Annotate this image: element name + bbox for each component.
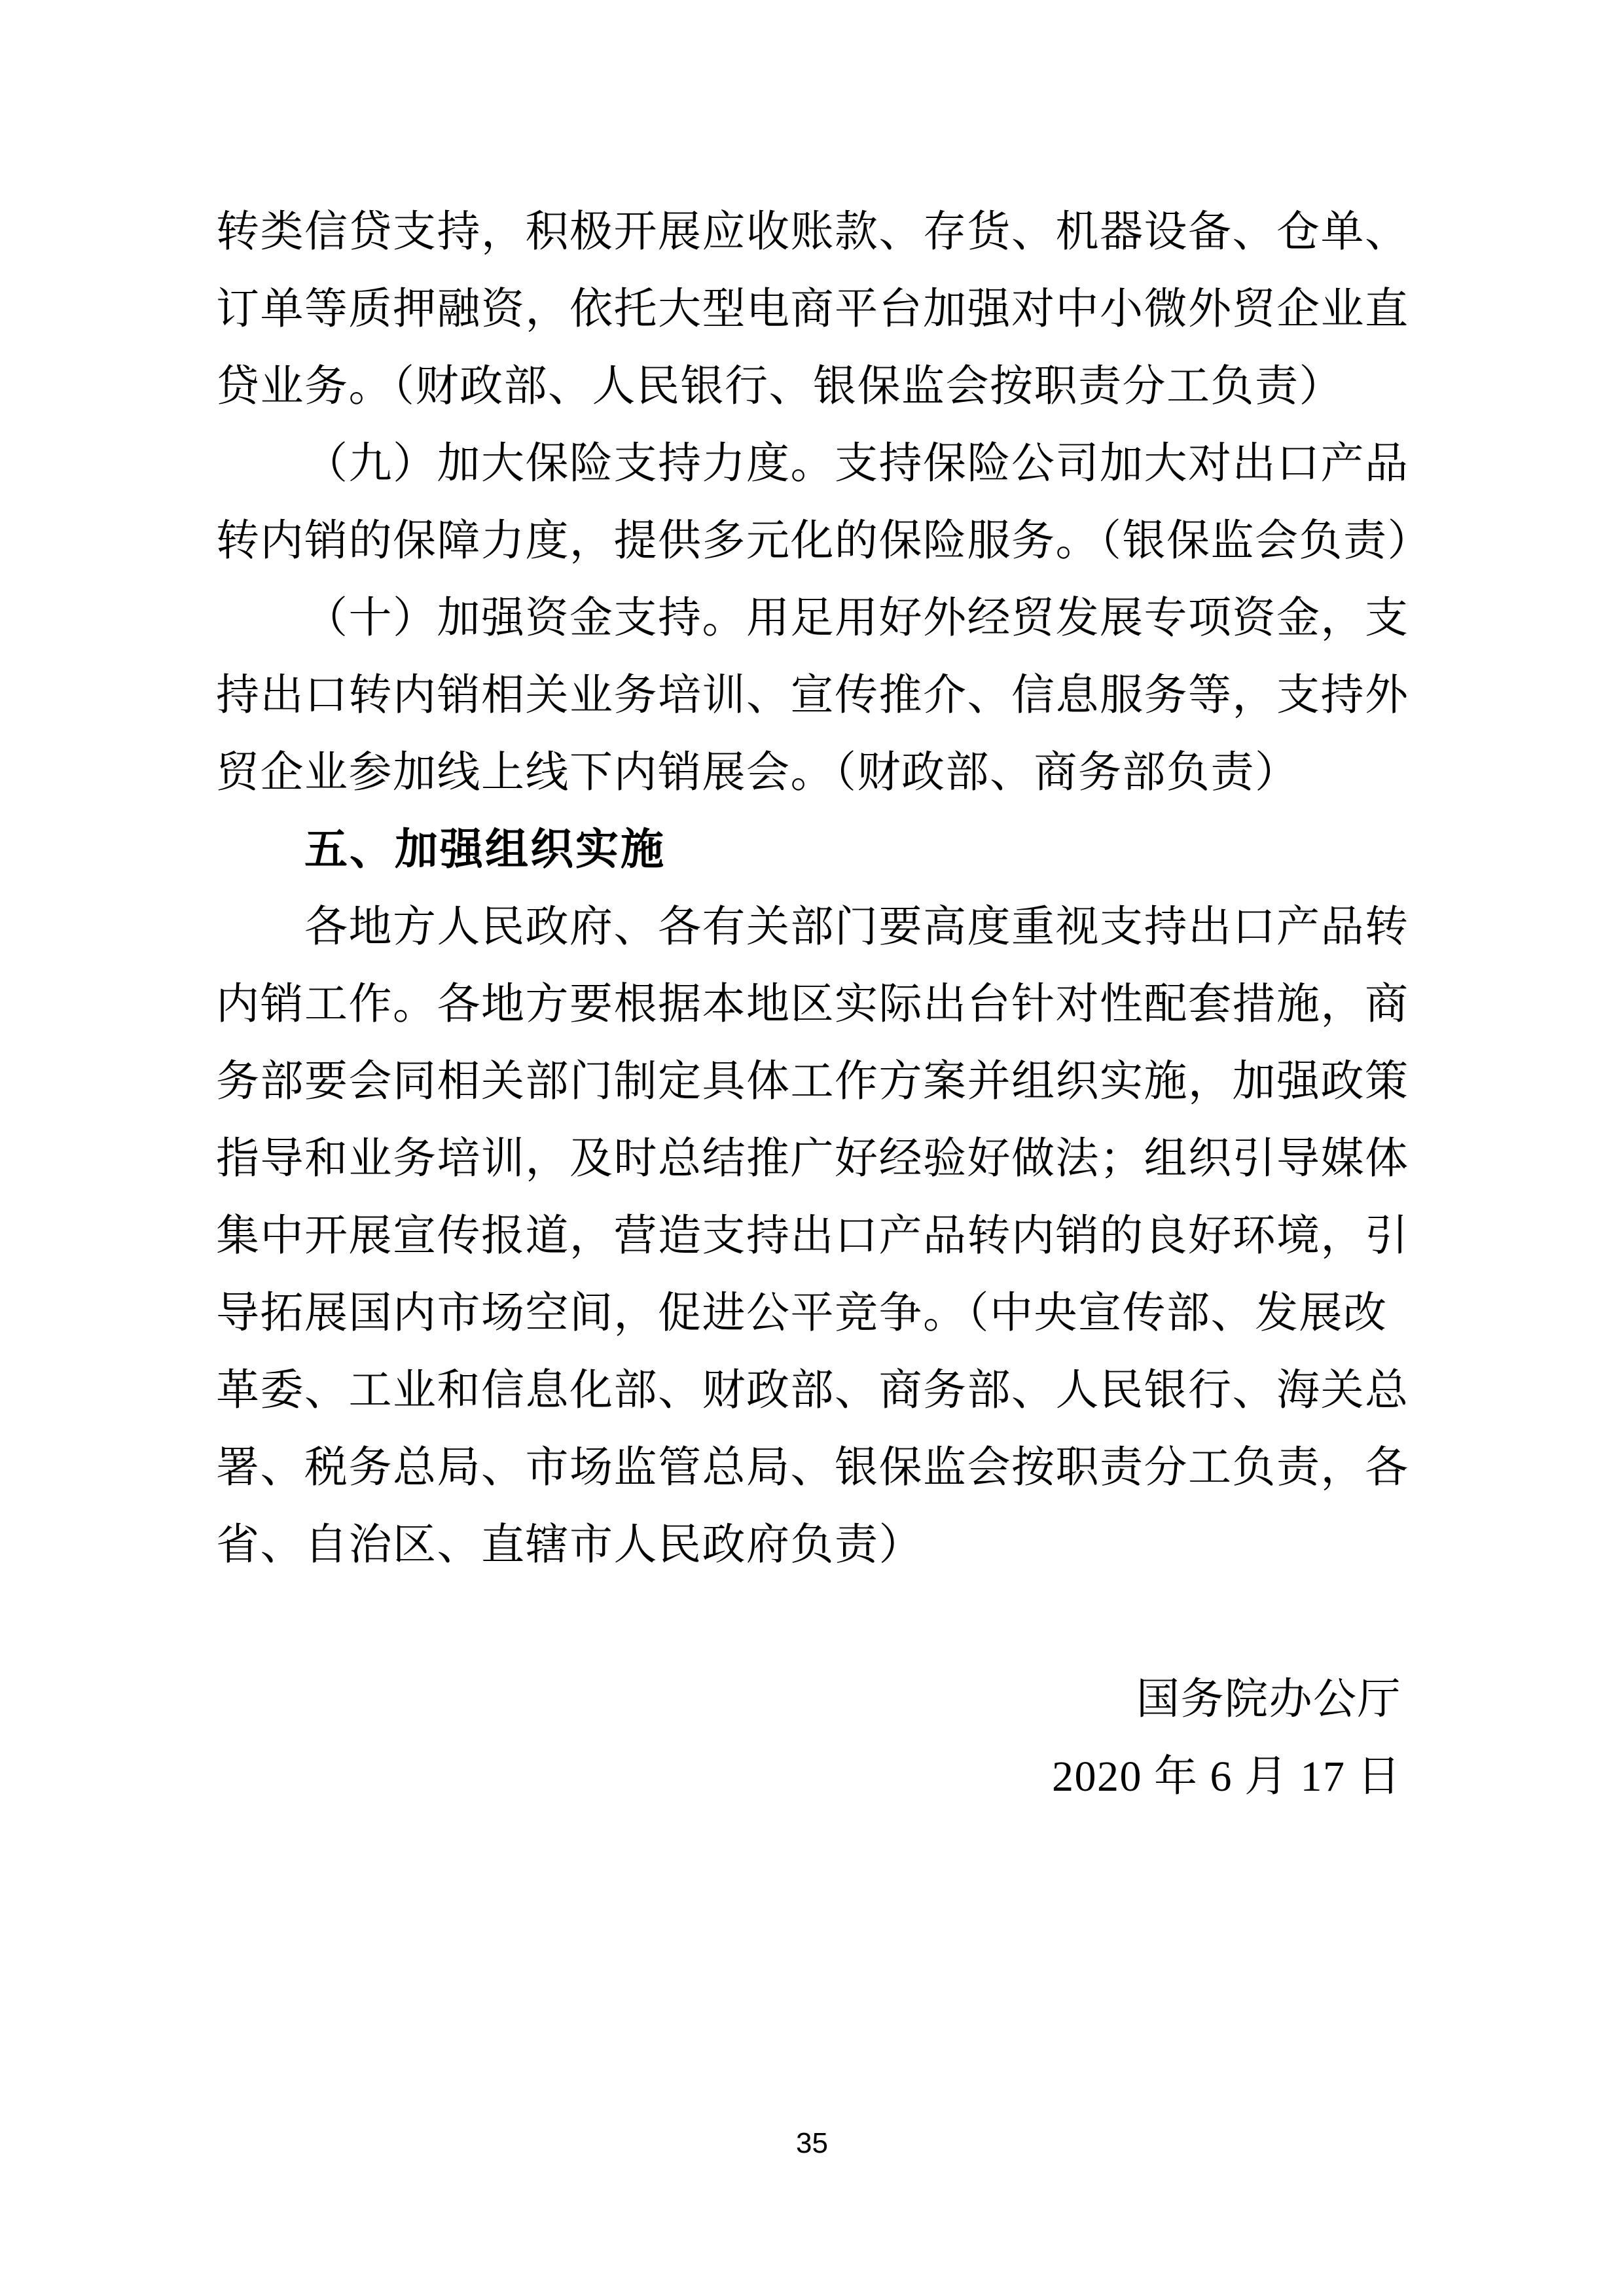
text-line: （九）加大保险支持力度。支持保险公司加大对出口产品	[304, 440, 1409, 488]
text-line: 集中开展宣传报道，营造支持出口产品转内销的良好环境，引	[216, 1212, 1409, 1260]
text-line	[216, 1584, 1411, 1661]
document-body	[216, 194, 1432, 1816]
text-line: 革委、工业和信息化部、财政部、商务部、人民银行、海关总	[216, 1367, 1409, 1414]
text-line: 贸企业参加线上线下内销展会。（财政部、商务部负责）	[216, 749, 1299, 797]
text-line: 务部要会同相关部门制定具体工作方案并组织实施，加强政策	[216, 1058, 1409, 1105]
text-line: 持出口转内销相关业务培训、宣传推介、信息服务等，支持外	[216, 672, 1409, 719]
section-heading: 五、加强组织实施	[304, 826, 666, 874]
text-line: 各地方人民政府、各有关部门要高度重视支持出口产品转	[304, 903, 1409, 951]
text-line: 指导和业务培训，及时总结推广好经验好做法；组织引导媒体	[216, 1135, 1409, 1183]
signature-date: 2020 年 6 月 17 日	[1052, 1753, 1401, 1801]
text-line: 订单等质押融资，依托大型电商平台加强对中小微外贸企业直	[216, 285, 1409, 333]
signature-office: 国务院办公厅	[1136, 1676, 1401, 1723]
text-line: 转内销的保障力度，提供多元化的保险服务。（银保监会负责）	[216, 517, 1432, 565]
page-number: 35	[796, 2127, 828, 2159]
text-line: 内销工作。各地方要根据本地区实际出台针对性配套措施，商	[216, 980, 1409, 1028]
text-line: 署、税务总局、市场监管总局、银保监会按职责分工负责，各	[216, 1444, 1409, 1492]
text-line: 转类信贷支持，积极开展应收账款、存货、机器设备、仓单、	[216, 208, 1409, 256]
text-line: 贷业务。（财政部、人民银行、银保监会按职责分工负责）	[216, 363, 1343, 410]
text-line: 导拓展国内市场空间，促进公平竞争。（中央宣传部、发展改	[216, 1289, 1388, 1337]
text-line: （十）加强资金支持。用足用好外经贸发展专项资金，支	[304, 594, 1409, 642]
text-line: 省、自治区、直辖市人民政府负责）	[216, 1521, 923, 1569]
